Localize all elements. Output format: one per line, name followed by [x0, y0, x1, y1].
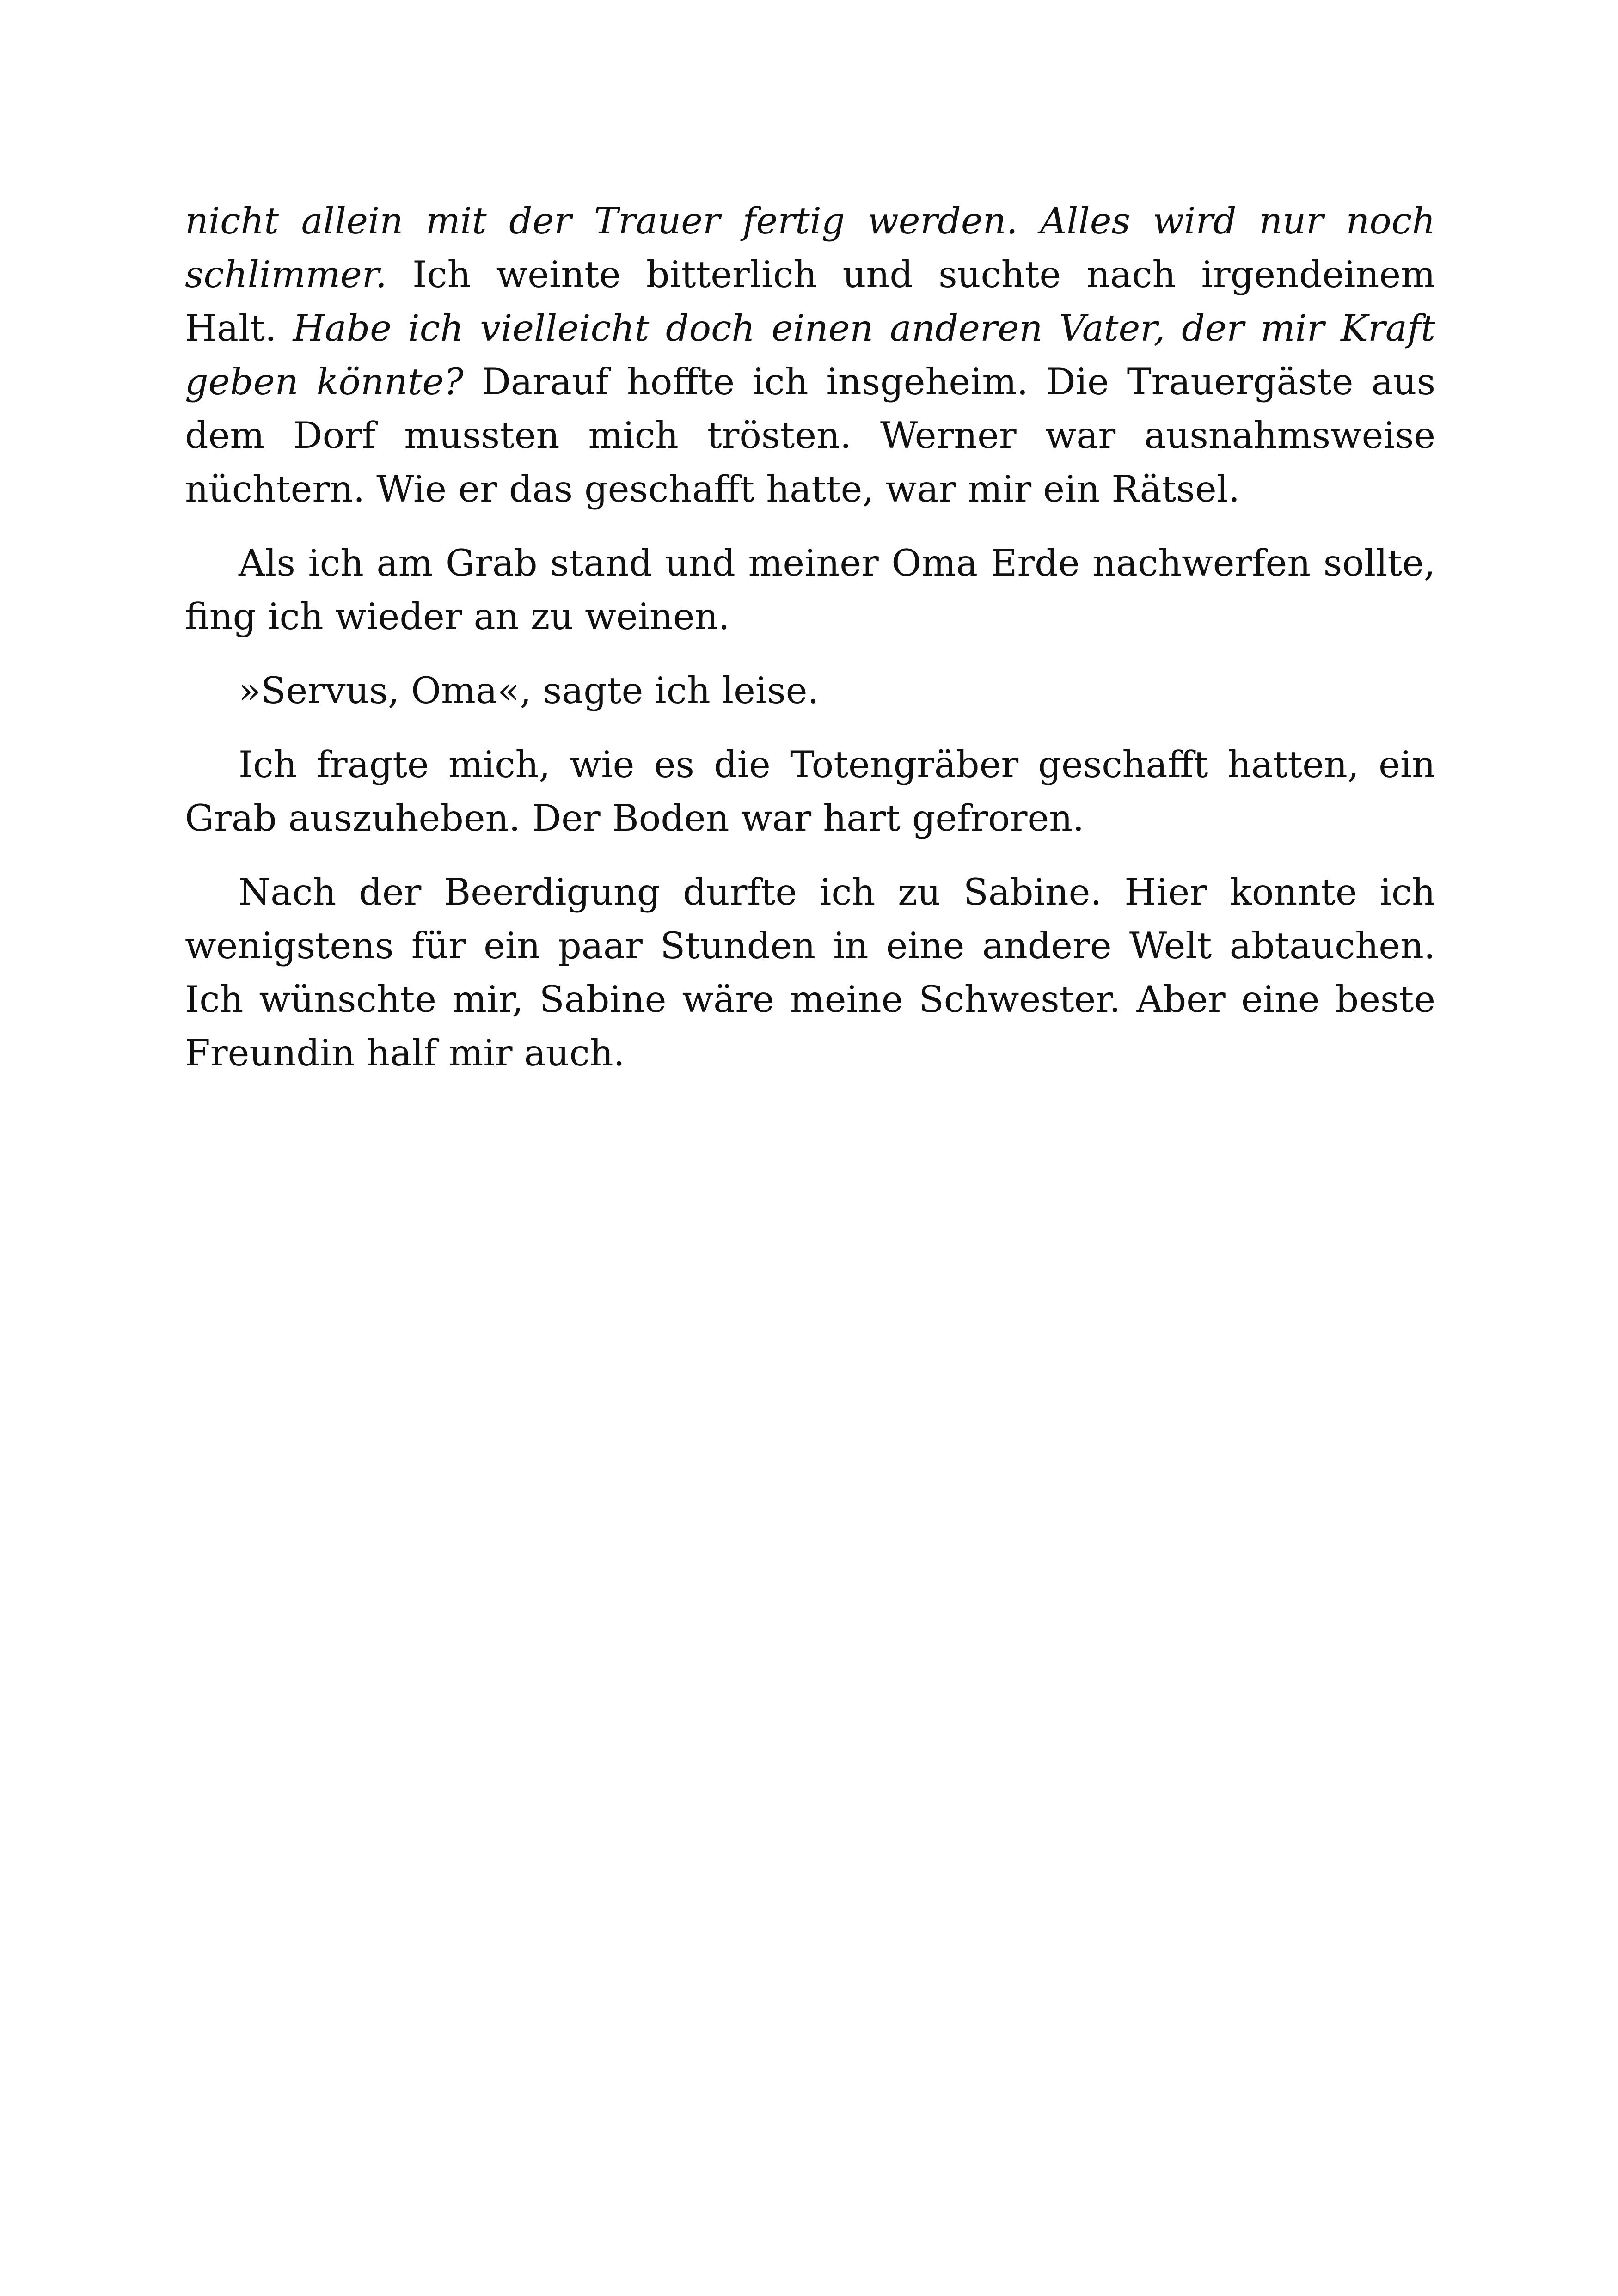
italic-thought: Habe ich vielleicht doch einen anderen Vater, der mir Kraft geben könnte?: [185, 307, 1435, 403]
body-text: [185, 194, 1435, 1100]
paragraph: Nach der Beerdigung durfte ich zu Sabine. Hier konnte ich wenigstens für ein paar Stunden in eine andere Welt abtauchen. Ich wünschte mir, Sabine wäre meine Schwester. Aber eine beste Freundin half mir auch.: [185, 871, 1435, 1074]
narration-text: Darauf hoffte ich insgeheim. Die Trauergäste aus dem Dorf mussten mich trösten. Werner war ausnahmsweise nüchtern. Wie er das geschafft hatte, war mir ein Rätsel.: [185, 361, 1435, 510]
paragraph-dialogue: »Servus, Oma«, sagte ich leise.: [239, 669, 819, 712]
italic-thought: nicht allein mit der Trauer fertig werden. Alles wird nur noch schlimmer.: [185, 200, 1435, 296]
narration-text: Ich weinte bitterlich und suchte nach irgendeinem Halt.: [185, 253, 1435, 349]
paragraph: Als ich am Grab stand und meiner Oma Erde nachwerfen sollte, fing ich wieder an zu weinen.: [185, 542, 1435, 638]
paragraph-continuation: [185, 194, 1435, 516]
paragraph: Ich fragte mich, wie es die Totengräber geschafft hatten, ein Grab auszuheben. Der Boden war hart gefroren.: [185, 743, 1435, 839]
